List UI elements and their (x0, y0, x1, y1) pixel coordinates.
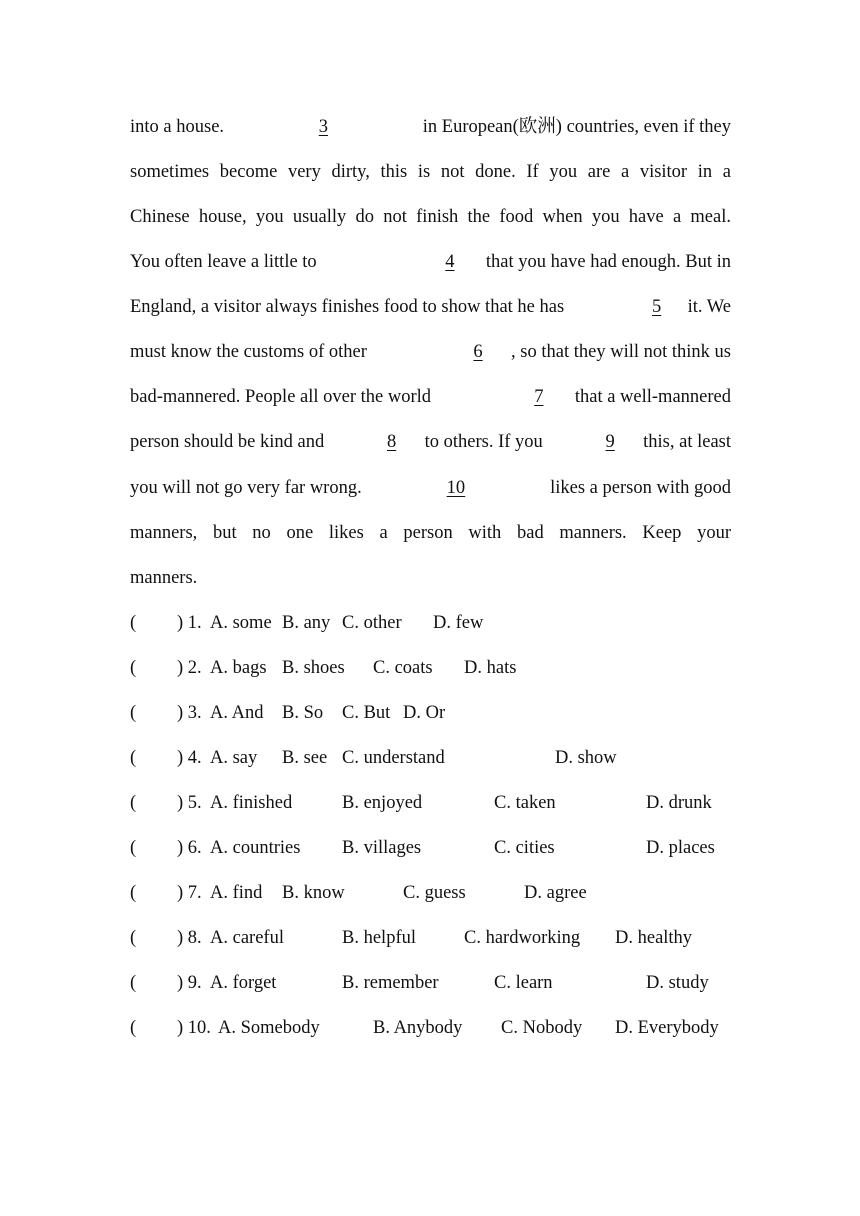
passage-text: manners, but no one likes a person with bad manners. Keep your (130, 523, 731, 543)
option-a: A. Somebody (218, 1018, 320, 1038)
option-d: D. show (555, 748, 617, 768)
answer-paren: ( (130, 703, 137, 723)
option-b: B. see (282, 748, 328, 768)
option-c: C. But (342, 703, 391, 723)
option-c: C. other (342, 613, 402, 633)
question-number: ) 2. (177, 658, 202, 678)
option-b: B. enjoyed (342, 793, 423, 813)
passage-line-10 (130, 521, 731, 545)
answer-paren: ( (130, 748, 137, 768)
question-number: ) 9. (177, 973, 202, 993)
option-c: C. learn (494, 973, 553, 993)
option-b: B. Anybody (373, 1018, 463, 1038)
option-a: A. careful (210, 928, 284, 948)
answer-paren: ( (130, 658, 137, 678)
question-number: ) 4. (177, 748, 202, 768)
question-number: ) 10. (177, 1018, 211, 1038)
passage-line-4 (130, 250, 731, 274)
option-a: A. find (210, 883, 263, 903)
passage-line-8 (130, 430, 731, 454)
option-d: D. few (433, 613, 484, 633)
passage-text: Chinese house, you usually do not finish the food when you have a meal. (130, 207, 731, 227)
passage-text: in European(欧洲) countries, even if they (422, 117, 731, 137)
question-number: ) 1. (177, 613, 202, 633)
option-a: A. finished (210, 793, 293, 813)
answer-paren: ( (130, 1018, 137, 1038)
option-b: B. helpful (342, 928, 416, 948)
option-a: A. forget (210, 973, 277, 993)
blank-4: 4 (445, 252, 455, 272)
passage-text: You often leave a little to (130, 252, 317, 272)
blank-3: 3 (318, 117, 329, 137)
option-d: D. places (646, 838, 715, 858)
passage-text: to others. If you (424, 432, 543, 452)
option-c: C. hardworking (464, 928, 581, 948)
option-c: C. Nobody (501, 1018, 583, 1038)
answer-paren: ( (130, 883, 137, 903)
option-d: D. agree (524, 883, 587, 903)
answer-paren: ( (130, 838, 137, 858)
question-number: ) 5. (177, 793, 202, 813)
option-c: C. coats (373, 658, 433, 678)
answer-paren: ( (130, 613, 137, 633)
option-a: A. some (210, 613, 272, 633)
blank-6: 6 (473, 342, 483, 362)
passage-line-11 (130, 566, 731, 590)
option-c: C. guess (403, 883, 466, 903)
passage-text: that you have had enough. But in (485, 252, 731, 272)
passage-text: person should be kind and (130, 432, 325, 452)
option-c: C. cities (494, 838, 555, 858)
blank-9: 9 (605, 432, 615, 452)
option-b: B. remember (342, 973, 439, 993)
passage-line-9 (130, 476, 731, 500)
question-number: ) 6. (177, 838, 202, 858)
passage-line-2 (130, 160, 731, 184)
passage-text: you will not go very far wrong. (130, 478, 362, 498)
question-number: ) 7. (177, 883, 202, 903)
option-b: B. any (282, 613, 331, 633)
option-d: D. Or (403, 703, 446, 723)
option-c: C. taken (494, 793, 556, 813)
option-d: D. drunk (646, 793, 712, 813)
passage-text: bad-mannered. People all over the world (130, 387, 432, 407)
option-b: B. know (282, 883, 345, 903)
answer-paren: ( (130, 973, 137, 993)
option-c: C. understand (342, 748, 445, 768)
blank-5: 5 (651, 297, 662, 317)
passage-text: likes a person with good (550, 478, 731, 498)
option-a: A. countries (210, 838, 301, 858)
option-b: B. shoes (282, 658, 345, 678)
passage-line-1 (130, 115, 731, 139)
passage-text: sometimes become very dirty, this is not done. If you are a visitor in a (130, 162, 731, 182)
passage-text: this, at least (643, 432, 731, 452)
option-d: D. Everybody (615, 1018, 719, 1038)
option-d: D. study (646, 973, 709, 993)
option-d: D. healthy (615, 928, 693, 948)
option-b: B. So (282, 703, 324, 723)
passage-text: must know the customs of other (130, 342, 367, 362)
passage-line-6 (130, 340, 731, 364)
passage-line-7 (130, 385, 731, 409)
passage-text: into a house. (130, 117, 225, 137)
passage-text: , so that they will not think us (511, 342, 731, 362)
passage-text: manners. (130, 568, 198, 588)
passage-text: that a well-mannered (574, 387, 731, 407)
passage-line-3 (130, 205, 731, 229)
blank-8: 8 (386, 432, 397, 452)
option-d: D. hats (464, 658, 517, 678)
blank-10: 10 (446, 478, 466, 498)
option-a: A. say (210, 748, 258, 768)
passage-line-5 (130, 295, 731, 319)
answer-paren: ( (130, 793, 137, 813)
passage-text: England, a visitor always finishes food to show that he has (130, 297, 565, 317)
answer-paren: ( (130, 928, 137, 948)
option-b: B. villages (342, 838, 422, 858)
question-number: ) 3. (177, 703, 202, 723)
option-a: A. And (210, 703, 264, 723)
blank-7: 7 (534, 387, 544, 407)
question-number: ) 8. (177, 928, 202, 948)
option-a: A. bags (210, 658, 267, 678)
passage-text: it. We (687, 297, 731, 317)
